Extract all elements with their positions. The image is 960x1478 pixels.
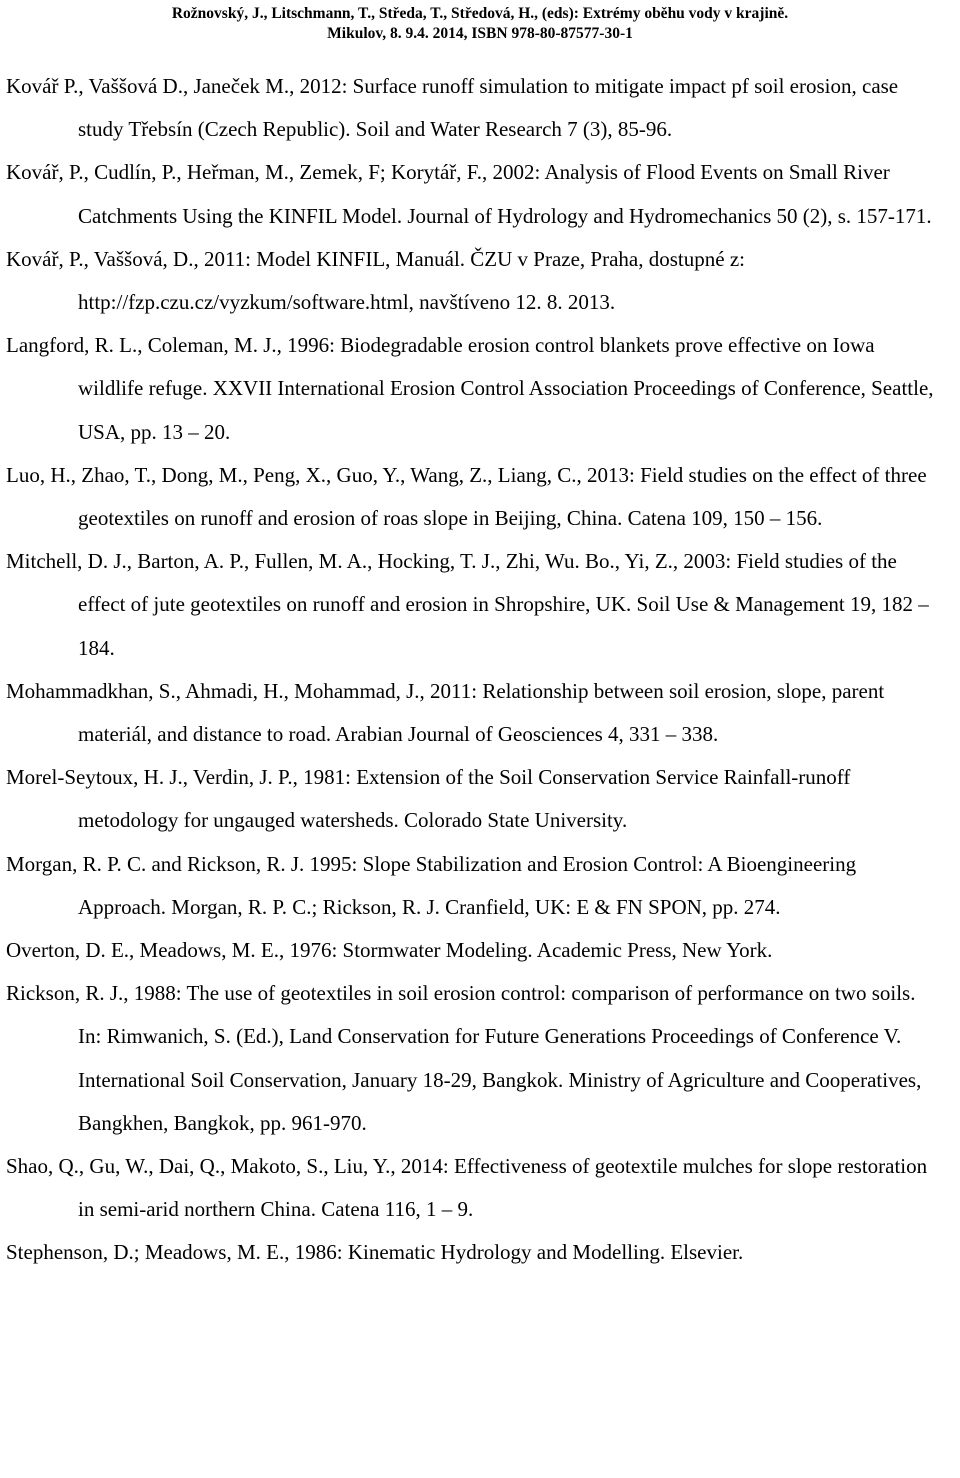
reference-list xyxy=(6,65,936,1275)
reference-morel-seytoux-1981: Morel-Seytoux, H. J., Verdin, J. P., 1981: Extension of the Soil Conservation Service Rainfall-runoff metodology for ungauged watersheds. Colorado State University. xyxy=(6,765,851,833)
reference-luo-2013: Luo, H., Zhao, T., Dong, M., Peng, X., Guo, Y., Wang, Z., Liang, C., 2013: Field studies on the effect of three geotextiles on runoff and erosion of roas slope in Beijing, China. Catena 109, 150 – 156. xyxy=(6,462,927,531)
header-line-1: Rožnovský, J., Litschmann, T., Středa, T., Středová, H., (eds): Extrémy oběhu vody v krajině. xyxy=(171,5,789,22)
reference-kovar-2011: Kovář, P., Vaššová, D., 2011: Model KINFIL, Manuál. ČZU v Praze, Praha, dostupné z: http://fzp.czu.cz/vyzkum/software.html, navštíveno 12. 8. 2013. xyxy=(6,246,745,315)
running-header xyxy=(0,4,960,44)
reference-mitchell-2003: Mitchell, D. J., Barton, A. P., Fullen, M. A., Hocking, T. J., Zhi, Wu. Bo., Yi, Z., 2003: Field studies of the effect of jute geotextiles on runoff and erosion in Shropshire, UK. Soil Use & Management 19, 182 – 184. xyxy=(6,549,929,660)
reference-shao-2014: Shao, Q., Gu, W., Dai, Q., Makoto, S., Liu, Y., 2014: Effectiveness of geotextile mulches for slope restoration in semi-arid northern China. Catena 116, 1 – 9. xyxy=(6,1154,928,1222)
reference-mohammadkhan-2011: Mohammadkhan, S., Ahmadi, H., Mohammad, J., 2011: Relationship between soil erosion, slope, parent materiál, and distance to road. Arabian Journal of Geosciences 4, 331 – 338. xyxy=(6,678,885,747)
reference-morgan-1995: Morgan, R. P. C. and Rickson, R. J. 1995: Slope Stabilization and Erosion Control: A Bioengineering Approach. Morgan, R. P. C.; Rickson, R. J. Cranfield, UK: E & FN SPON, pp. 274. xyxy=(6,851,857,919)
reference-kovar-2002: Kovář, P., Cudlín, P., Heřman, M., Zemek, F; Korytář, F., 2002: Analysis of Flood Events on Small River Catchments Using the KINFIL Model. Journal of Hydrology and Hydromechanics 50 (2), s. 157-171. xyxy=(6,160,932,228)
header-line-2: Mikulov, 8. 9.4. 2014, ISBN 978-80-87577-30-1 xyxy=(327,25,633,42)
reference-rickson-1988: Rickson, R. J., 1988: The use of geotextiles in soil erosion control: comparison of performance on two soils. In: Rimwanich, S. (Ed.), Land Conservation for Future Generations Proceedings of Conference V. International Soil Conservation, January 18-29, Bangkok. Ministry of Agriculture and Cooperatives, Bangkhen, Bangkok, pp. 961-970. xyxy=(6,981,922,1135)
reference-stephenson-1986: Stephenson, D.; Meadows, M. E., 1986: Kinematic Hydrology and Modelling. Elsevier. xyxy=(6,1240,744,1265)
reference-kovar-2012: Kovář P., Vaššová D., Janeček M., 2012: Surface runoff simulation to mitigate impact pf soil erosion, case study Třebsín (Czech Republic). Soil and Water Research 7 (3), 85-96. xyxy=(6,74,899,142)
reference-langford-1996: Langford, R. L., Coleman, M. J., 1996: Biodegradable erosion control blankets prove effective on Iowa wildlife refuge. XXVII International Erosion Control Association Proceedings of Conference, Seattle, USA, pp. 13 – 20. xyxy=(6,333,934,444)
reference-overton-1976: Overton, D. E., Meadows, M. E., 1976: Stormwater Modeling. Academic Press, New York. xyxy=(6,938,773,963)
